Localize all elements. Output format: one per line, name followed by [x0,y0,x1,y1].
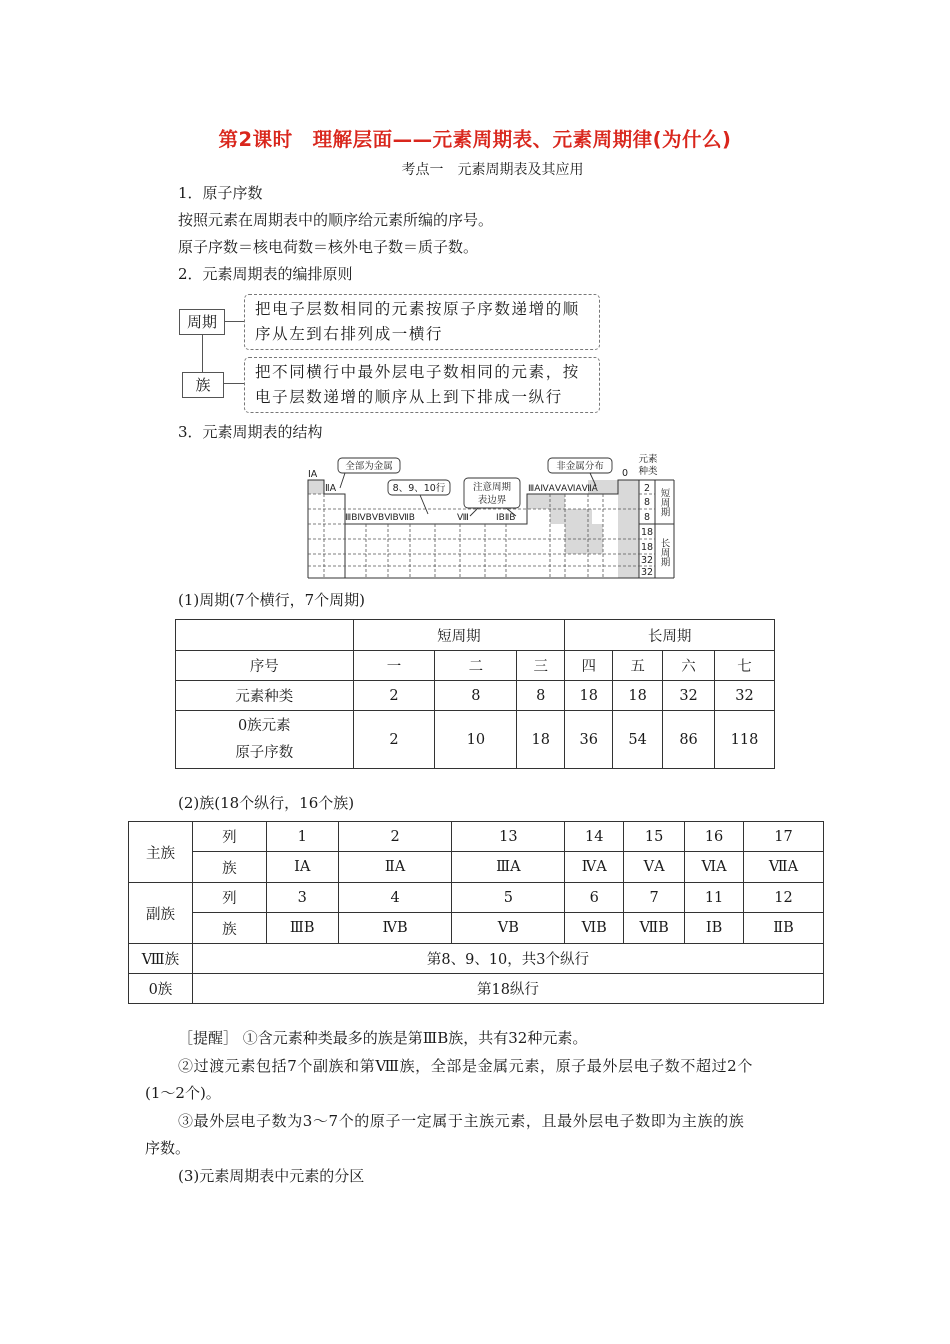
row-label-seq: 序号 [176,651,354,681]
sub-group-cell: ⅡB [744,913,824,944]
zero-cell: 10 [435,711,517,769]
main-group-cell: ⅠA [266,852,338,883]
callout-8910: 8、9、10行 [392,483,446,494]
main-group-cell: ⅥA [685,852,744,883]
count-6: 32 [640,555,654,566]
main-col-cell: 16 [685,822,744,852]
kinds-cell: 2 [353,681,435,711]
periods-caption: (1)周期(7个横行，7个周期) [178,591,366,609]
kinds-cell: 32 [715,681,775,711]
heading-atomic-number: 1．原子序数 [178,184,263,202]
heading-structure: 3．元素周期表的结构 [178,423,323,441]
kinds-cell: 18 [613,681,663,711]
seq-cell: 三 [517,651,565,681]
group-definition: 把不同横行中最外层电子数相同的元素，按电子层数递增的顺序从上到下排成一纵行 [244,357,600,413]
kinds-cell: 32 [663,681,715,711]
zero-group-text: 第18纵行 [192,974,823,1004]
page-title: 第2课时 理解层面——元素周期表、元素周期律(为什么) [218,128,732,151]
sub-col-cell: 6 [565,883,624,913]
sub-group-cell: ⅤB [452,913,565,944]
connector-vertical [202,333,203,373]
note-1: ［提醒］ ①含元素种类最多的族是第ⅢB族，共有32种元素。 [178,1029,588,1047]
heading-arrangement: 2．元素周期表的编排原则 [178,265,353,283]
short-period-header: 短周期 [353,620,565,651]
note-3b: 序数。 [145,1139,191,1157]
main-group-cell: ⅡA [338,852,452,883]
heading-zones: (3)元素周期表中元素的分区 [178,1167,365,1185]
sub-col-cell: 7 [624,883,685,913]
sub-group-cell: ⅦB [624,913,685,944]
sub-col-cell: 3 [266,883,338,913]
label-long-period: 长周期 [658,538,670,567]
long-period-header: 长周期 [565,620,775,651]
main-group-label: 主族 [129,822,193,883]
row-label-zero-1: 0族元素 [237,717,291,734]
count-5: 18 [640,542,654,553]
group-label: 族 [192,852,266,883]
main-col-cell: 13 [452,822,565,852]
atomic-number-equation: 原子序数＝核电荷数＝核外电子数＝质子数。 [178,238,479,256]
sub-col-cell: 4 [338,883,452,913]
label-a-groups: ⅢAⅣAⅤAⅥAⅦA [528,484,598,494]
group-label: 族 [192,913,266,944]
corner-cell [176,620,354,651]
kinds-cell: 8 [517,681,565,711]
label-b-groups: ⅢBⅣBⅤBⅥBⅦB [345,513,415,523]
periodic-table-diagram [300,450,680,582]
note-2b: (1～2个)。 [145,1084,221,1102]
left-block-outline [308,480,345,578]
sub-group-cell: ⅣB [338,913,452,944]
kinds-cell: 18 [565,681,613,711]
main-col-cell: 14 [565,822,624,852]
col-label: 列 [192,822,266,852]
col-label: 列 [192,883,266,913]
viii-group-text: 第8、9、10，共3个纵行 [192,944,823,974]
main-col-cell: 1 [266,822,338,852]
callout-boundary-2: 表边界 [477,495,507,506]
row-label-zero-2: 原子序数 [235,744,294,761]
count-4: 18 [640,527,654,538]
seq-cell: 四 [565,651,613,681]
seq-cell: 六 [663,651,715,681]
count-1: 2 [643,483,651,494]
callout-metal: 全部为金属 [345,461,393,472]
zero-cell: 54 [613,711,663,769]
periods-table [175,619,775,769]
nonmetal-shade-2 [550,509,592,524]
zero-cell: 118 [715,711,775,769]
nonmetal-shade-1 [527,494,565,509]
count-2: 8 [643,497,651,508]
zero-cell: 18 [517,711,565,769]
zero-group-label: 0族 [129,974,193,1004]
zero-cell: 2 [353,711,435,769]
label-viii: Ⅷ [457,513,469,523]
main-group-cell: ⅣA [565,852,624,883]
note-3a: ③最外层电子数为3～7个的原子一定属于主族元素，且最外层电子数即为主族的族 [178,1112,745,1130]
period-label-box: 周期 [179,309,225,335]
sub-col-cell: 5 [452,883,565,913]
zero-cell: 36 [565,711,613,769]
seq-cell: 一 [353,651,435,681]
label-short-period: 短周期 [658,488,670,517]
row-label-kinds: 元素种类 [176,681,354,711]
label-zero: 0 [622,468,629,479]
group-label-box: 族 [182,372,224,398]
sub-col-cell: 12 [744,883,824,913]
count-3: 8 [643,512,651,523]
seq-cell: 二 [435,651,517,681]
connector-period [224,321,244,322]
ia-shade [308,480,324,494]
sub-group-cell: ⅥB [565,913,624,944]
note-2a: ②过渡元素包括7个副族和第Ⅷ族，全部是金属元素，原子最外层电子数不超过2个 [178,1057,753,1075]
callout-nonmetal: 非金属分布 [556,461,604,472]
period-definition: 把电子层数相同的元素按原子序数递增的顺序从左到右排列成一横行 [244,294,600,350]
label-ia: ⅠA [308,469,318,480]
main-col-cell: 2 [338,822,452,852]
section-subtitle: 考点一 元素周期表及其应用 [401,162,584,178]
main-col-cell: 15 [624,822,685,852]
row-label-zero [176,711,354,769]
main-group-cell: ⅤA [624,852,685,883]
connector-group [224,383,244,384]
atomic-number-definition: 按照元素在周期表中的顺序给元素所编的序号。 [178,211,494,229]
main-col-cell: 17 [744,822,824,852]
sub-col-cell: 11 [685,883,744,913]
zero-group-shade [618,480,639,578]
seq-cell: 七 [715,651,775,681]
groups-caption: (2)族(18个纵行，16个族) [178,794,355,812]
seq-cell: 五 [613,651,663,681]
viii-group-label: Ⅷ族 [129,944,193,974]
label-count-head-1: 元素 [638,454,658,465]
label-iia: ⅡA [325,483,337,494]
main-group-cell: ⅢA [452,852,565,883]
main-group-cell: ⅦA [744,852,824,883]
label-ib-iib: ⅠBⅡB [496,513,516,523]
zero-cell: 86 [663,711,715,769]
sub-group-label: 副族 [129,883,193,944]
count-7: 32 [640,567,654,578]
sub-group-cell: ⅠB [685,913,744,944]
label-count-head-2: 种类 [638,466,658,477]
callout-boundary-1: 注意周期 [472,482,512,493]
sub-group-cell: ⅢB [266,913,338,944]
kinds-cell: 8 [435,681,517,711]
groups-table [128,821,824,1004]
